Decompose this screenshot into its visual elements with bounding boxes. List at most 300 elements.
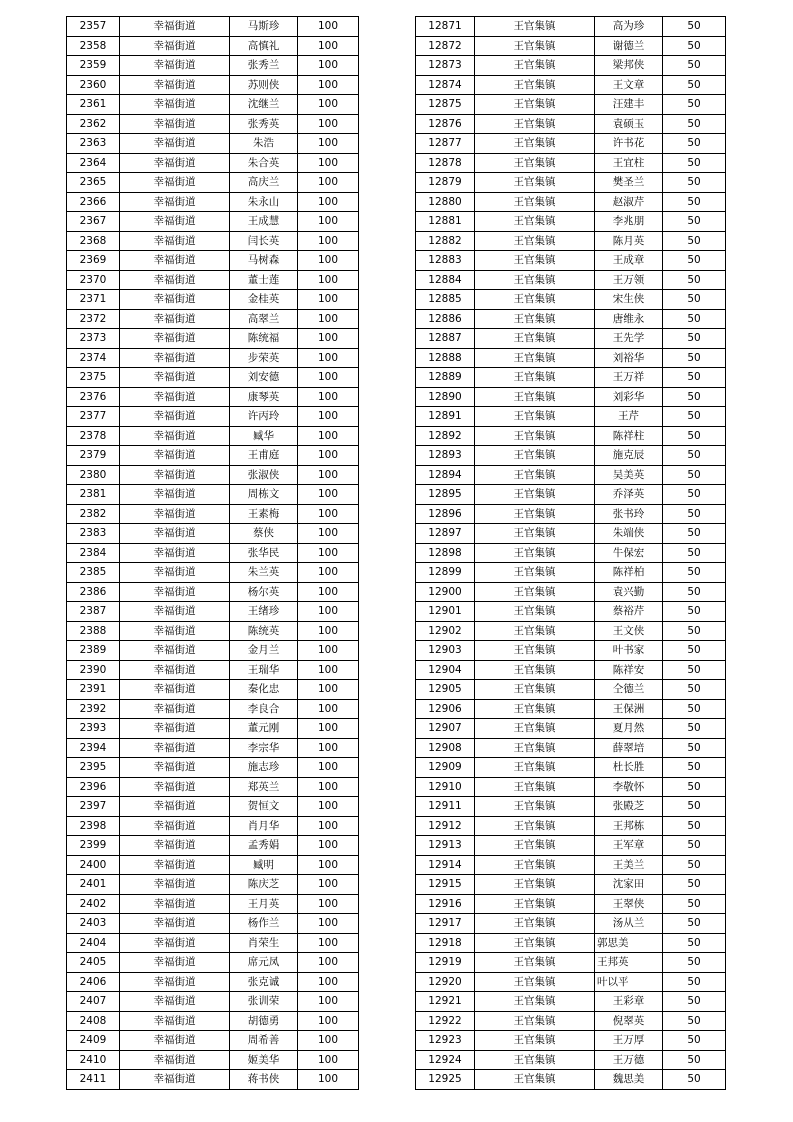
township-cell: 幸福街道 [120, 641, 230, 661]
serial-number-cell: 2396 [67, 777, 120, 797]
serial-number-cell: 12909 [416, 758, 475, 778]
township-cell: 王官集镇 [475, 777, 595, 797]
amount-cell: 50 [663, 95, 726, 115]
serial-number-cell: 12919 [416, 953, 475, 973]
amount-cell: 100 [298, 114, 359, 134]
township-cell: 王官集镇 [475, 290, 595, 310]
person-name-cell: 王芹 [595, 407, 663, 427]
person-name-cell: 王邦栋 [595, 816, 663, 836]
serial-number-cell: 12884 [416, 270, 475, 290]
serial-number-cell: 2372 [67, 309, 120, 329]
person-name-cell: 肖月华 [230, 816, 298, 836]
amount-cell: 100 [298, 465, 359, 485]
table-row [416, 173, 726, 193]
township-cell: 幸福街道 [120, 95, 230, 115]
person-name-cell: 刘安德 [230, 368, 298, 388]
amount-cell: 100 [298, 75, 359, 95]
township-cell: 幸福街道 [120, 992, 230, 1012]
person-name-cell: 高为珍 [595, 17, 663, 37]
amount-cell: 100 [298, 329, 359, 349]
table-row [416, 758, 726, 778]
serial-number-cell: 12880 [416, 192, 475, 212]
serial-number-cell: 2369 [67, 251, 120, 271]
person-name-cell: 王军章 [595, 836, 663, 856]
township-cell: 幸福街道 [120, 426, 230, 446]
person-name-cell: 贺恒文 [230, 797, 298, 817]
table-row [67, 36, 359, 56]
person-name-cell: 樊圣兰 [595, 173, 663, 193]
person-name-cell: 张书玲 [595, 504, 663, 524]
serial-number-cell: 2407 [67, 992, 120, 1012]
township-cell: 幸福街道 [120, 699, 230, 719]
person-name-cell: 陈统福 [230, 329, 298, 349]
table-row [416, 231, 726, 251]
serial-number-cell: 2366 [67, 192, 120, 212]
table-row [67, 1070, 359, 1090]
amount-cell: 50 [663, 368, 726, 388]
amount-cell: 100 [298, 56, 359, 76]
amount-cell: 50 [663, 543, 726, 563]
table-row [67, 95, 359, 115]
serial-number-cell: 2391 [67, 680, 120, 700]
person-name-cell: 刘彩华 [595, 387, 663, 407]
amount-cell: 100 [298, 407, 359, 427]
person-name-cell: 胡德勇 [230, 1011, 298, 1031]
serial-number-cell: 2363 [67, 134, 120, 154]
amount-cell: 100 [298, 387, 359, 407]
person-name-cell: 唐维永 [595, 309, 663, 329]
table-row [416, 933, 726, 953]
township-cell: 幸福街道 [120, 602, 230, 622]
serial-number-cell: 2395 [67, 758, 120, 778]
table-row [416, 504, 726, 524]
serial-number-cell: 2381 [67, 485, 120, 505]
table-row [67, 465, 359, 485]
table-row [67, 192, 359, 212]
serial-number-cell: 2365 [67, 173, 120, 193]
serial-number-cell: 2362 [67, 114, 120, 134]
township-cell: 王官集镇 [475, 797, 595, 817]
serial-number-cell: 12898 [416, 543, 475, 563]
township-cell: 幸福街道 [120, 446, 230, 466]
person-name-cell: 金桂英 [230, 290, 298, 310]
township-cell: 王官集镇 [475, 972, 595, 992]
serial-number-cell: 2385 [67, 563, 120, 583]
amount-cell: 100 [298, 524, 359, 544]
amount-cell: 50 [663, 953, 726, 973]
serial-number-cell: 12886 [416, 309, 475, 329]
serial-number-cell: 12879 [416, 173, 475, 193]
amount-cell: 100 [298, 894, 359, 914]
amount-cell: 100 [298, 426, 359, 446]
township-cell: 王官集镇 [475, 504, 595, 524]
serial-number-cell: 12881 [416, 212, 475, 232]
township-cell: 王官集镇 [475, 699, 595, 719]
serial-number-cell: 12890 [416, 387, 475, 407]
person-name-cell: 王成慧 [230, 212, 298, 232]
amount-cell: 100 [298, 758, 359, 778]
person-name-cell: 康琴英 [230, 387, 298, 407]
serial-number-cell: 12876 [416, 114, 475, 134]
table-row [67, 894, 359, 914]
serial-number-cell: 12888 [416, 348, 475, 368]
amount-cell: 50 [663, 387, 726, 407]
table-row [416, 543, 726, 563]
person-name-cell: 秦化忠 [230, 680, 298, 700]
serial-number-cell: 12923 [416, 1031, 475, 1051]
table-row [67, 699, 359, 719]
table-row [67, 816, 359, 836]
person-name-cell: 步荣英 [230, 348, 298, 368]
township-cell: 幸福街道 [120, 212, 230, 232]
table-row [416, 251, 726, 271]
serial-number-cell: 12872 [416, 36, 475, 56]
person-name-cell: 施克辰 [595, 446, 663, 466]
person-name-cell: 张训荣 [230, 992, 298, 1012]
amount-cell: 100 [298, 563, 359, 583]
table-row [416, 953, 726, 973]
person-name-cell: 张秀英 [230, 114, 298, 134]
table-row [416, 660, 726, 680]
person-name-cell: 苏则侠 [230, 75, 298, 95]
person-name-cell: 陈月英 [595, 231, 663, 251]
person-name-cell: 马斯珍 [230, 17, 298, 37]
table-row [67, 290, 359, 310]
person-name-cell: 朱浩 [230, 134, 298, 154]
table-row [67, 426, 359, 446]
table-row [67, 1050, 359, 1070]
township-cell: 王官集镇 [475, 407, 595, 427]
serial-number-cell: 12918 [416, 933, 475, 953]
serial-number-cell: 12894 [416, 465, 475, 485]
person-name-cell: 朱永山 [230, 192, 298, 212]
township-cell: 幸福街道 [120, 543, 230, 563]
township-cell: 王官集镇 [475, 153, 595, 173]
person-name-cell: 乔泽英 [595, 485, 663, 505]
person-name-cell: 张克诚 [230, 972, 298, 992]
table-row [416, 1050, 726, 1070]
person-name-cell: 蔡侠 [230, 524, 298, 544]
amount-cell: 100 [298, 95, 359, 115]
table-row [416, 719, 726, 739]
person-name-cell: 朱合英 [230, 153, 298, 173]
amount-cell: 50 [663, 153, 726, 173]
amount-cell: 50 [663, 680, 726, 700]
serial-number-cell: 12912 [416, 816, 475, 836]
table-row [416, 1031, 726, 1051]
serial-number-cell: 12914 [416, 855, 475, 875]
amount-cell: 50 [663, 602, 726, 622]
person-name-cell: 朱兰英 [230, 563, 298, 583]
serial-number-cell: 2410 [67, 1050, 120, 1070]
serial-number-cell: 2404 [67, 933, 120, 953]
amount-cell: 100 [298, 36, 359, 56]
table-row [67, 738, 359, 758]
person-name-cell: 薛翠培 [595, 738, 663, 758]
person-name-cell: 高翠兰 [230, 309, 298, 329]
person-name-cell: 张淑侠 [230, 465, 298, 485]
amount-cell: 100 [298, 192, 359, 212]
serial-number-cell: 2387 [67, 602, 120, 622]
amount-cell: 50 [663, 56, 726, 76]
table-row [416, 1070, 726, 1090]
amount-cell: 100 [298, 816, 359, 836]
serial-number-cell: 2386 [67, 582, 120, 602]
table-row [416, 855, 726, 875]
township-cell: 王官集镇 [475, 563, 595, 583]
township-cell: 幸福街道 [120, 173, 230, 193]
township-cell: 幸福街道 [120, 1011, 230, 1031]
township-cell: 幸福街道 [120, 524, 230, 544]
left-data-table [66, 16, 359, 1090]
township-cell: 幸福街道 [120, 75, 230, 95]
township-cell: 王官集镇 [475, 75, 595, 95]
person-name-cell: 叶以平 [595, 972, 663, 992]
person-name-cell: 郑英兰 [230, 777, 298, 797]
serial-number-cell: 2371 [67, 290, 120, 310]
person-name-cell: 臧华 [230, 426, 298, 446]
person-name-cell: 袁兴勤 [595, 582, 663, 602]
table-row [67, 231, 359, 251]
amount-cell: 100 [298, 173, 359, 193]
township-cell: 王官集镇 [475, 894, 595, 914]
amount-cell: 50 [663, 407, 726, 427]
township-cell: 幸福街道 [120, 231, 230, 251]
table-row [416, 1011, 726, 1031]
amount-cell: 50 [663, 173, 726, 193]
table-row [416, 914, 726, 934]
table-row [416, 426, 726, 446]
amount-cell: 50 [663, 621, 726, 641]
township-cell: 王官集镇 [475, 914, 595, 934]
table-row [416, 290, 726, 310]
table-row [416, 972, 726, 992]
amount-cell: 50 [663, 251, 726, 271]
table-row [416, 621, 726, 641]
township-cell: 王官集镇 [475, 660, 595, 680]
township-cell: 幸福街道 [120, 17, 230, 37]
township-cell: 幸福街道 [120, 972, 230, 992]
serial-number-cell: 2394 [67, 738, 120, 758]
township-cell: 幸福街道 [120, 953, 230, 973]
table-row [67, 563, 359, 583]
serial-number-cell: 12896 [416, 504, 475, 524]
person-name-cell: 倪翠英 [595, 1011, 663, 1031]
amount-cell: 50 [663, 660, 726, 680]
serial-number-cell: 12885 [416, 290, 475, 310]
township-cell: 幸福街道 [120, 855, 230, 875]
table-row [67, 1011, 359, 1031]
person-name-cell: 赵淑芹 [595, 192, 663, 212]
table-row [67, 875, 359, 895]
serial-number-cell: 2379 [67, 446, 120, 466]
township-cell: 王官集镇 [475, 309, 595, 329]
serial-number-cell: 12874 [416, 75, 475, 95]
township-cell: 王官集镇 [475, 602, 595, 622]
person-name-cell: 仝德兰 [595, 680, 663, 700]
table-row [416, 270, 726, 290]
serial-number-cell: 12905 [416, 680, 475, 700]
person-name-cell: 沈家田 [595, 875, 663, 895]
serial-number-cell: 2411 [67, 1070, 120, 1090]
serial-number-cell: 2397 [67, 797, 120, 817]
township-cell: 幸福街道 [120, 465, 230, 485]
person-name-cell: 王瑞华 [230, 660, 298, 680]
amount-cell: 100 [298, 212, 359, 232]
table-row [67, 270, 359, 290]
person-name-cell: 王甫庭 [230, 446, 298, 466]
amount-cell: 50 [663, 816, 726, 836]
township-cell: 王官集镇 [475, 329, 595, 349]
table-row [416, 836, 726, 856]
township-cell: 王官集镇 [475, 582, 595, 602]
table-row [416, 485, 726, 505]
person-name-cell: 蒋书侠 [230, 1070, 298, 1090]
township-cell: 幸福街道 [120, 407, 230, 427]
serial-number-cell: 12904 [416, 660, 475, 680]
person-name-cell: 陈庆芝 [230, 875, 298, 895]
table-row [67, 17, 359, 37]
serial-number-cell: 12903 [416, 641, 475, 661]
serial-number-cell: 12877 [416, 134, 475, 154]
person-name-cell: 李敬怀 [595, 777, 663, 797]
serial-number-cell: 2368 [67, 231, 120, 251]
amount-cell: 100 [298, 602, 359, 622]
table-row [416, 992, 726, 1012]
township-cell: 王官集镇 [475, 680, 595, 700]
person-name-cell: 施志珍 [230, 758, 298, 778]
amount-cell: 100 [298, 719, 359, 739]
township-cell: 幸福街道 [120, 387, 230, 407]
amount-cell: 100 [298, 1011, 359, 1031]
amount-cell: 50 [663, 290, 726, 310]
person-name-cell: 臧明 [230, 855, 298, 875]
township-cell: 王官集镇 [475, 719, 595, 739]
township-cell: 幸福街道 [120, 485, 230, 505]
table-row [67, 992, 359, 1012]
township-cell: 幸福街道 [120, 660, 230, 680]
person-name-cell: 朱端侠 [595, 524, 663, 544]
table-row [67, 680, 359, 700]
amount-cell: 50 [663, 1050, 726, 1070]
township-cell: 王官集镇 [475, 465, 595, 485]
amount-cell: 100 [298, 992, 359, 1012]
amount-cell: 50 [663, 75, 726, 95]
amount-cell: 50 [663, 836, 726, 856]
person-name-cell: 王成章 [595, 251, 663, 271]
person-name-cell: 席元凤 [230, 953, 298, 973]
township-cell: 幸福街道 [120, 914, 230, 934]
table-row [416, 212, 726, 232]
table-row [67, 641, 359, 661]
township-cell: 幸福街道 [120, 836, 230, 856]
township-cell: 王官集镇 [475, 758, 595, 778]
serial-number-cell: 12882 [416, 231, 475, 251]
serial-number-cell: 2398 [67, 816, 120, 836]
table-row [67, 953, 359, 973]
person-name-cell: 孟秀娟 [230, 836, 298, 856]
table-row [67, 758, 359, 778]
table-row [416, 95, 726, 115]
serial-number-cell: 2358 [67, 36, 120, 56]
person-name-cell: 陈祥柱 [595, 426, 663, 446]
township-cell: 幸福街道 [120, 875, 230, 895]
table-row [416, 114, 726, 134]
serial-number-cell: 12891 [416, 407, 475, 427]
table-row [416, 563, 726, 583]
township-cell: 幸福街道 [120, 719, 230, 739]
serial-number-cell: 2383 [67, 524, 120, 544]
serial-number-cell: 2364 [67, 153, 120, 173]
amount-cell: 50 [663, 485, 726, 505]
township-cell: 王官集镇 [475, 992, 595, 1012]
amount-cell: 100 [298, 270, 359, 290]
serial-number-cell: 12899 [416, 563, 475, 583]
right-data-table [415, 16, 726, 1090]
person-name-cell: 牛保宏 [595, 543, 663, 563]
township-cell: 王官集镇 [475, 524, 595, 544]
amount-cell: 100 [298, 972, 359, 992]
person-name-cell: 汤从兰 [595, 914, 663, 934]
table-row [67, 777, 359, 797]
person-name-cell: 宋生侠 [595, 290, 663, 310]
table-row [67, 1031, 359, 1051]
township-cell: 幸福街道 [120, 368, 230, 388]
township-cell: 幸福街道 [120, 290, 230, 310]
amount-cell: 50 [663, 1011, 726, 1031]
person-name-cell: 谢德兰 [595, 36, 663, 56]
serial-number-cell: 12907 [416, 719, 475, 739]
person-name-cell: 高慎礼 [230, 36, 298, 56]
table-row [416, 699, 726, 719]
township-cell: 王官集镇 [475, 348, 595, 368]
amount-cell: 50 [663, 114, 726, 134]
township-cell: 王官集镇 [475, 1050, 595, 1070]
amount-cell: 50 [663, 446, 726, 466]
township-cell: 王官集镇 [475, 192, 595, 212]
amount-cell: 100 [298, 621, 359, 641]
township-cell: 王官集镇 [475, 426, 595, 446]
table-row [67, 719, 359, 739]
amount-cell: 50 [663, 875, 726, 895]
person-name-cell: 刘裕华 [595, 348, 663, 368]
serial-number-cell: 2405 [67, 953, 120, 973]
table-row [416, 36, 726, 56]
table-row [67, 173, 359, 193]
amount-cell: 100 [298, 485, 359, 505]
township-cell: 幸福街道 [120, 153, 230, 173]
township-cell: 幸福街道 [120, 329, 230, 349]
serial-number-cell: 12917 [416, 914, 475, 934]
person-name-cell: 王绪珍 [230, 602, 298, 622]
person-name-cell: 李兆朋 [595, 212, 663, 232]
township-cell: 王官集镇 [475, 738, 595, 758]
amount-cell: 50 [663, 699, 726, 719]
table-row [67, 972, 359, 992]
amount-cell: 100 [298, 953, 359, 973]
amount-cell: 50 [663, 738, 726, 758]
person-name-cell: 王宜柱 [595, 153, 663, 173]
table-row [67, 329, 359, 349]
amount-cell: 50 [663, 524, 726, 544]
serial-number-cell: 12922 [416, 1011, 475, 1031]
serial-number-cell: 12915 [416, 875, 475, 895]
township-cell: 王官集镇 [475, 855, 595, 875]
amount-cell: 50 [663, 777, 726, 797]
township-cell: 幸福街道 [120, 309, 230, 329]
person-name-cell: 王保洲 [595, 699, 663, 719]
serial-number-cell: 2399 [67, 836, 120, 856]
